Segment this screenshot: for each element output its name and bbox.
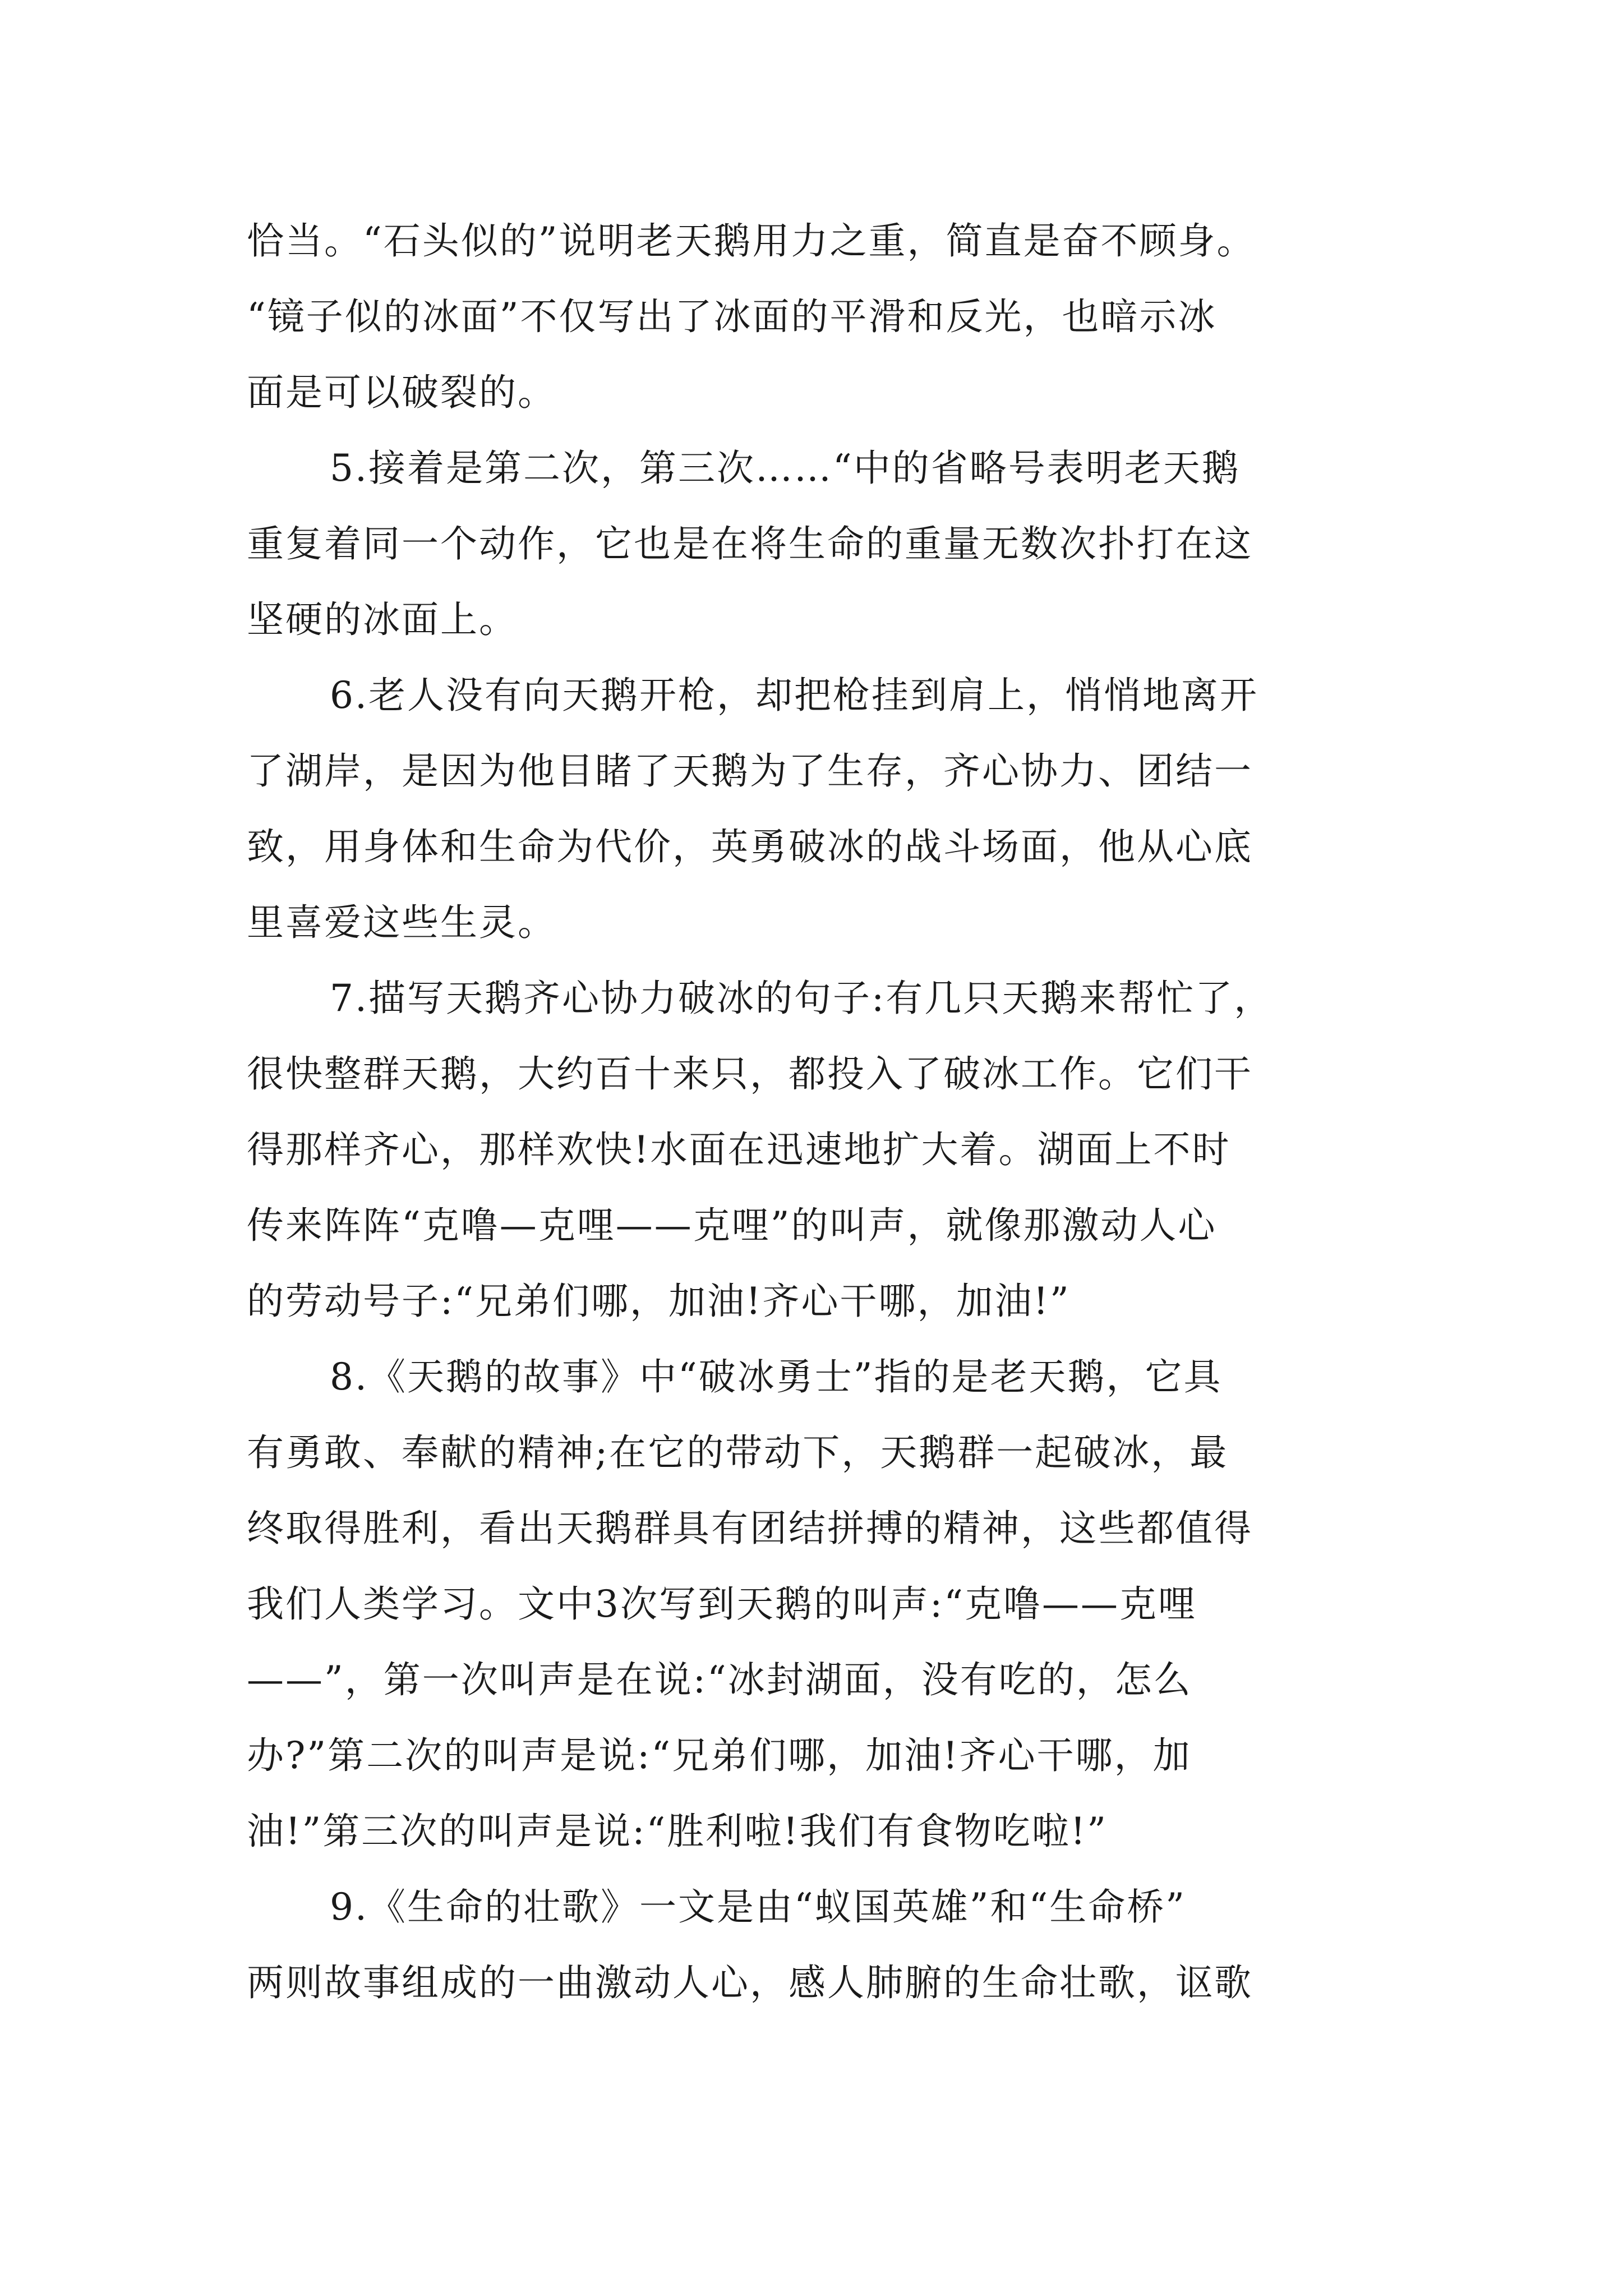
text-line: 坚硬的冰面上。 (247, 598, 518, 641)
text-line: 得那样齐心，那样欢快!水面在迅速地扩大着。湖面上不时 (247, 1128, 1231, 1171)
text-line: 6.老人没有向天鹅开枪，却把枪挂到肩上，悄悄地离开 (330, 674, 1258, 717)
text-line: 两则故事组成的一曲激动人心，感人肺腑的生命壮歌，讴歌 (247, 1961, 1253, 2004)
text-line: “镜子似的冰面”不仅写出了冰面的平滑和反光，也暗示冰 (247, 295, 1217, 338)
text-line: 重复着同一个动作，它也是在将生命的重量无数次扑打在这 (247, 522, 1253, 565)
text-line: 办?”第二次的叫声是说:“兄弟们哪，加油!齐心干哪，加 (247, 1734, 1192, 1777)
text-line: 8.《天鹅的故事》中“破冰勇士”指的是老天鹅，它具 (330, 1355, 1223, 1398)
text-line: 5.接着是第二次，第三次……“中的省略号表明老天鹅 (330, 447, 1241, 490)
text-line: 的劳动号子:“兄弟们哪，加油!齐心干哪，加油!” (247, 1280, 1071, 1323)
text-line: 我们人类学习。文中3次写到天鹅的叫声:“克噜——克哩 (247, 1582, 1197, 1626)
text-line: 里喜爱这些生灵。 (247, 901, 556, 944)
text-line: 恰当。“石头似的”说明老天鹅用力之重，简直是奋不顾身。 (247, 219, 1256, 263)
text-line: 终取得胜利，看出天鹅群具有团结拼搏的精神，这些都值得 (247, 1507, 1253, 1550)
text-line: 面是可以破裂的。 (247, 371, 556, 414)
text-line: 了湖岸，是因为他目睹了天鹅为了生存，齐心协力、团结一 (247, 749, 1253, 793)
text-line: 传来阵阵“克噜—克哩——克哩”的叫声，就像那激动人心 (247, 1204, 1217, 1247)
text-line: 油!”第三次的叫声是说:“胜利啦!我们有食物吃啦!” (247, 1810, 1108, 1853)
text-line: 很快整群天鹅，大约百十来只，都投入了破冰工作。它们干 (247, 1052, 1253, 1096)
text-line: 有勇敢、奉献的精神;在它的带动下，天鹅群一起破冰，最 (247, 1431, 1229, 1474)
text-line: 9.《生命的壮歌》一文是由“蚁国英雄”和“生命桥” (330, 1885, 1186, 1929)
text-line: 致，用身体和生命为代价，英勇破冰的战斗场面，他从心底 (247, 825, 1253, 868)
text-line: 7.描写天鹅齐心协力破冰的句子:有几只天鹅来帮忙了， (330, 977, 1273, 1020)
text-line: ——”，第一次叫声是在说:“冰封湖面，没有吃的，怎么 (247, 1658, 1192, 1701)
